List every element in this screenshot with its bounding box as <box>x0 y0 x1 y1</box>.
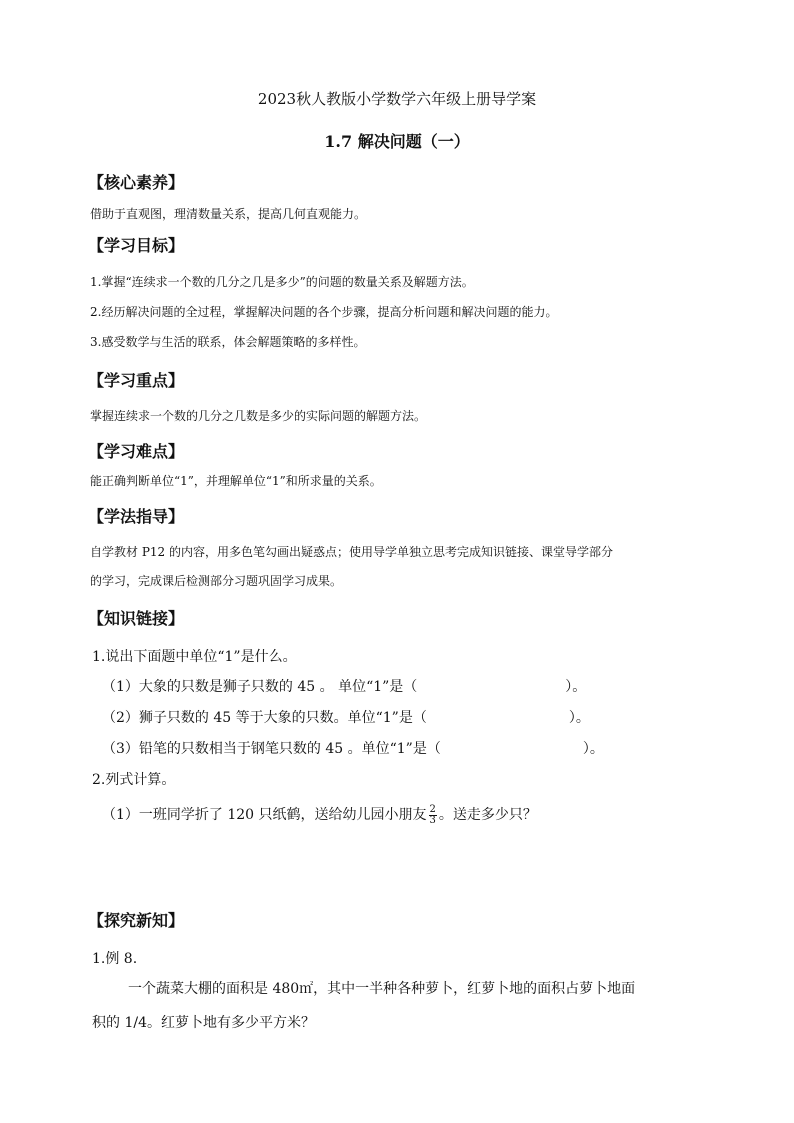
method-line: 自学教材 P12 的内容，用多色笔勾画出疑惑点；使用导学单独立思考完成知识链接、课堂导学部分 <box>90 545 613 559</box>
question-text: （2）狮子只数的 45 等于大象的只数。单位“1”是（ <box>102 710 427 726</box>
question-text-end: 。送走多少只？ <box>438 807 537 823</box>
fraction-denominator: 3 <box>429 814 436 826</box>
goal-item: 2.经历解决问题的全过程，掌握解决问题的各个步骤，提高分析问题和解决问题的能力。 <box>90 305 558 319</box>
lesson-subtitle: 1.7 解决问题（一） <box>324 132 470 151</box>
section-heading-core: 【核心素养】 <box>88 173 185 192</box>
question-1-item <box>102 676 586 696</box>
fraction <box>429 805 437 826</box>
question-1-item <box>102 738 604 758</box>
question-1-item <box>102 707 590 727</box>
example-label: 1.例 8. <box>92 951 138 967</box>
section-heading-goals: 【学习目标】 <box>88 236 185 255</box>
question-text: （1）大象的只数是狮子只数的 45 。 单位“1”是（ <box>102 679 418 695</box>
difficulty-text: 能正确判断单位“1”，并理解单位“1”和所求量的关系。 <box>90 474 382 488</box>
question-1-title: 1.说出下面题中单位“1”是什么。 <box>92 649 297 665</box>
goal-item: 3.感受数学与生活的联系，体会解题策略的多样性。 <box>90 335 366 349</box>
method-line: 的学习，完成课后检测部分习题巩固学习成果。 <box>90 574 343 588</box>
section-heading-knowledge: 【知识链接】 <box>88 609 185 628</box>
question-2-item <box>102 804 537 826</box>
example-text-line: 一个蔬菜大棚的面积是 480㎡，其中一半种各种萝卜，红萝卜地的面积占萝卜地面 <box>128 981 636 997</box>
question-close: ）。 <box>565 679 587 695</box>
question-text: （3）铅笔的只数相当于钢笔只数的 45 。单位“1”是（ <box>102 741 441 757</box>
question-text: （1）一班同学折了 120 只纸鹤，送给幼儿园小朋友 <box>102 807 427 823</box>
section-heading-key: 【学习重点】 <box>88 371 185 390</box>
section-heading-method: 【学法指导】 <box>88 507 185 526</box>
question-close: ）。 <box>568 710 590 726</box>
section-heading-explore: 【探究新知】 <box>88 911 185 930</box>
example-text-line: 积的 1/4。红萝卜地有多少平方米？ <box>92 1015 315 1031</box>
question-2-title: 2.列式计算。 <box>92 772 176 788</box>
fraction-numerator: 2 <box>429 803 436 815</box>
question-close: ）。 <box>582 741 604 757</box>
core-text: 借助于直观图，理清数量关系，提高几何直观能力。 <box>90 207 367 221</box>
section-heading-difficulty: 【学习难点】 <box>88 442 185 461</box>
key-text: 掌握连续求一个数的几分之几数是多少的实际问题的解题方法。 <box>90 409 427 423</box>
goal-item: 1.掌握“连续求一个数的几分之几是多少”的问题的数量关系及解题方法。 <box>90 275 474 289</box>
document-title: 2023秋人教版小学数学六年级上册导学案 <box>257 90 537 108</box>
